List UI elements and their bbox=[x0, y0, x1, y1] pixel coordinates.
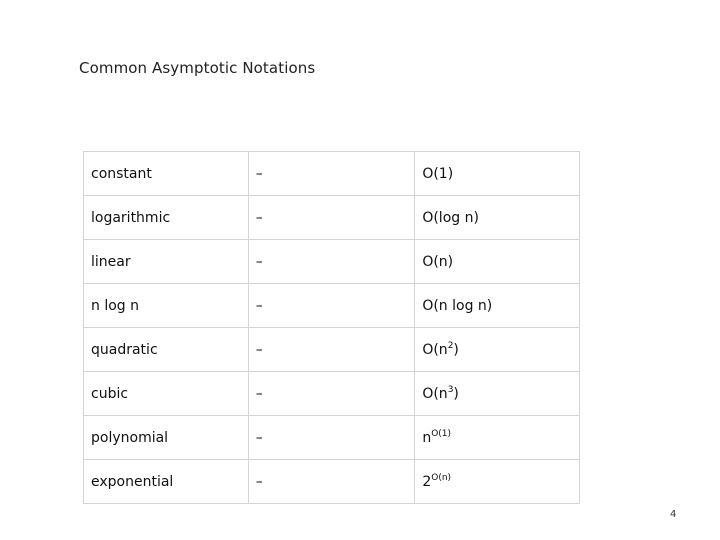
notation-name: constant bbox=[84, 152, 249, 196]
big-o-notation bbox=[415, 152, 580, 196]
notation-name: quadratic bbox=[84, 328, 249, 372]
table-row bbox=[84, 240, 580, 284]
notation-tail: ) bbox=[453, 341, 459, 358]
dash-separator: – bbox=[248, 284, 415, 328]
notation-exponent: 3 bbox=[447, 384, 454, 395]
notation-base: O(1) bbox=[422, 165, 454, 182]
dash-separator: – bbox=[248, 372, 415, 416]
table-row bbox=[84, 372, 580, 416]
notation-name: linear bbox=[84, 240, 249, 284]
notation-name: polynomial bbox=[84, 416, 249, 460]
notation-base: O(n bbox=[422, 385, 448, 402]
dash-separator: – bbox=[248, 328, 415, 372]
big-o-notation bbox=[415, 460, 580, 504]
dash-separator: – bbox=[248, 416, 415, 460]
big-o-notation bbox=[415, 328, 580, 372]
slide-title: Common Asymptotic Notations bbox=[79, 59, 316, 77]
notation-exponent: 2 bbox=[447, 340, 454, 351]
table-row bbox=[84, 152, 580, 196]
page-number: 4 bbox=[670, 509, 677, 520]
table-row bbox=[84, 328, 580, 372]
table-row bbox=[84, 284, 580, 328]
big-o-notation bbox=[415, 284, 580, 328]
notation-name: cubic bbox=[84, 372, 249, 416]
dash-separator: – bbox=[248, 152, 415, 196]
big-o-notation bbox=[415, 416, 580, 460]
notation-tail: ) bbox=[453, 385, 459, 402]
notation-base: 2 bbox=[422, 473, 432, 490]
big-o-notation bbox=[415, 196, 580, 240]
notation-exponent: O(n) bbox=[431, 472, 452, 483]
notation-exponent: O(1) bbox=[431, 428, 452, 439]
notation-base: O(n bbox=[422, 341, 448, 358]
table-row bbox=[84, 460, 580, 504]
notations-table bbox=[83, 151, 580, 504]
notation-base: n bbox=[422, 429, 432, 446]
notation-name: logarithmic bbox=[84, 196, 249, 240]
big-o-notation bbox=[415, 240, 580, 284]
dash-separator: – bbox=[248, 240, 415, 284]
notation-base: O(log n) bbox=[422, 209, 479, 226]
dash-separator: – bbox=[248, 196, 415, 240]
big-o-notation bbox=[415, 372, 580, 416]
notation-name: n log n bbox=[84, 284, 249, 328]
table-row bbox=[84, 416, 580, 460]
notation-name: exponential bbox=[84, 460, 249, 504]
table-row bbox=[84, 196, 580, 240]
notation-base: O(n log n) bbox=[422, 297, 493, 314]
dash-separator: – bbox=[248, 460, 415, 504]
notation-base: O(n) bbox=[422, 253, 454, 270]
